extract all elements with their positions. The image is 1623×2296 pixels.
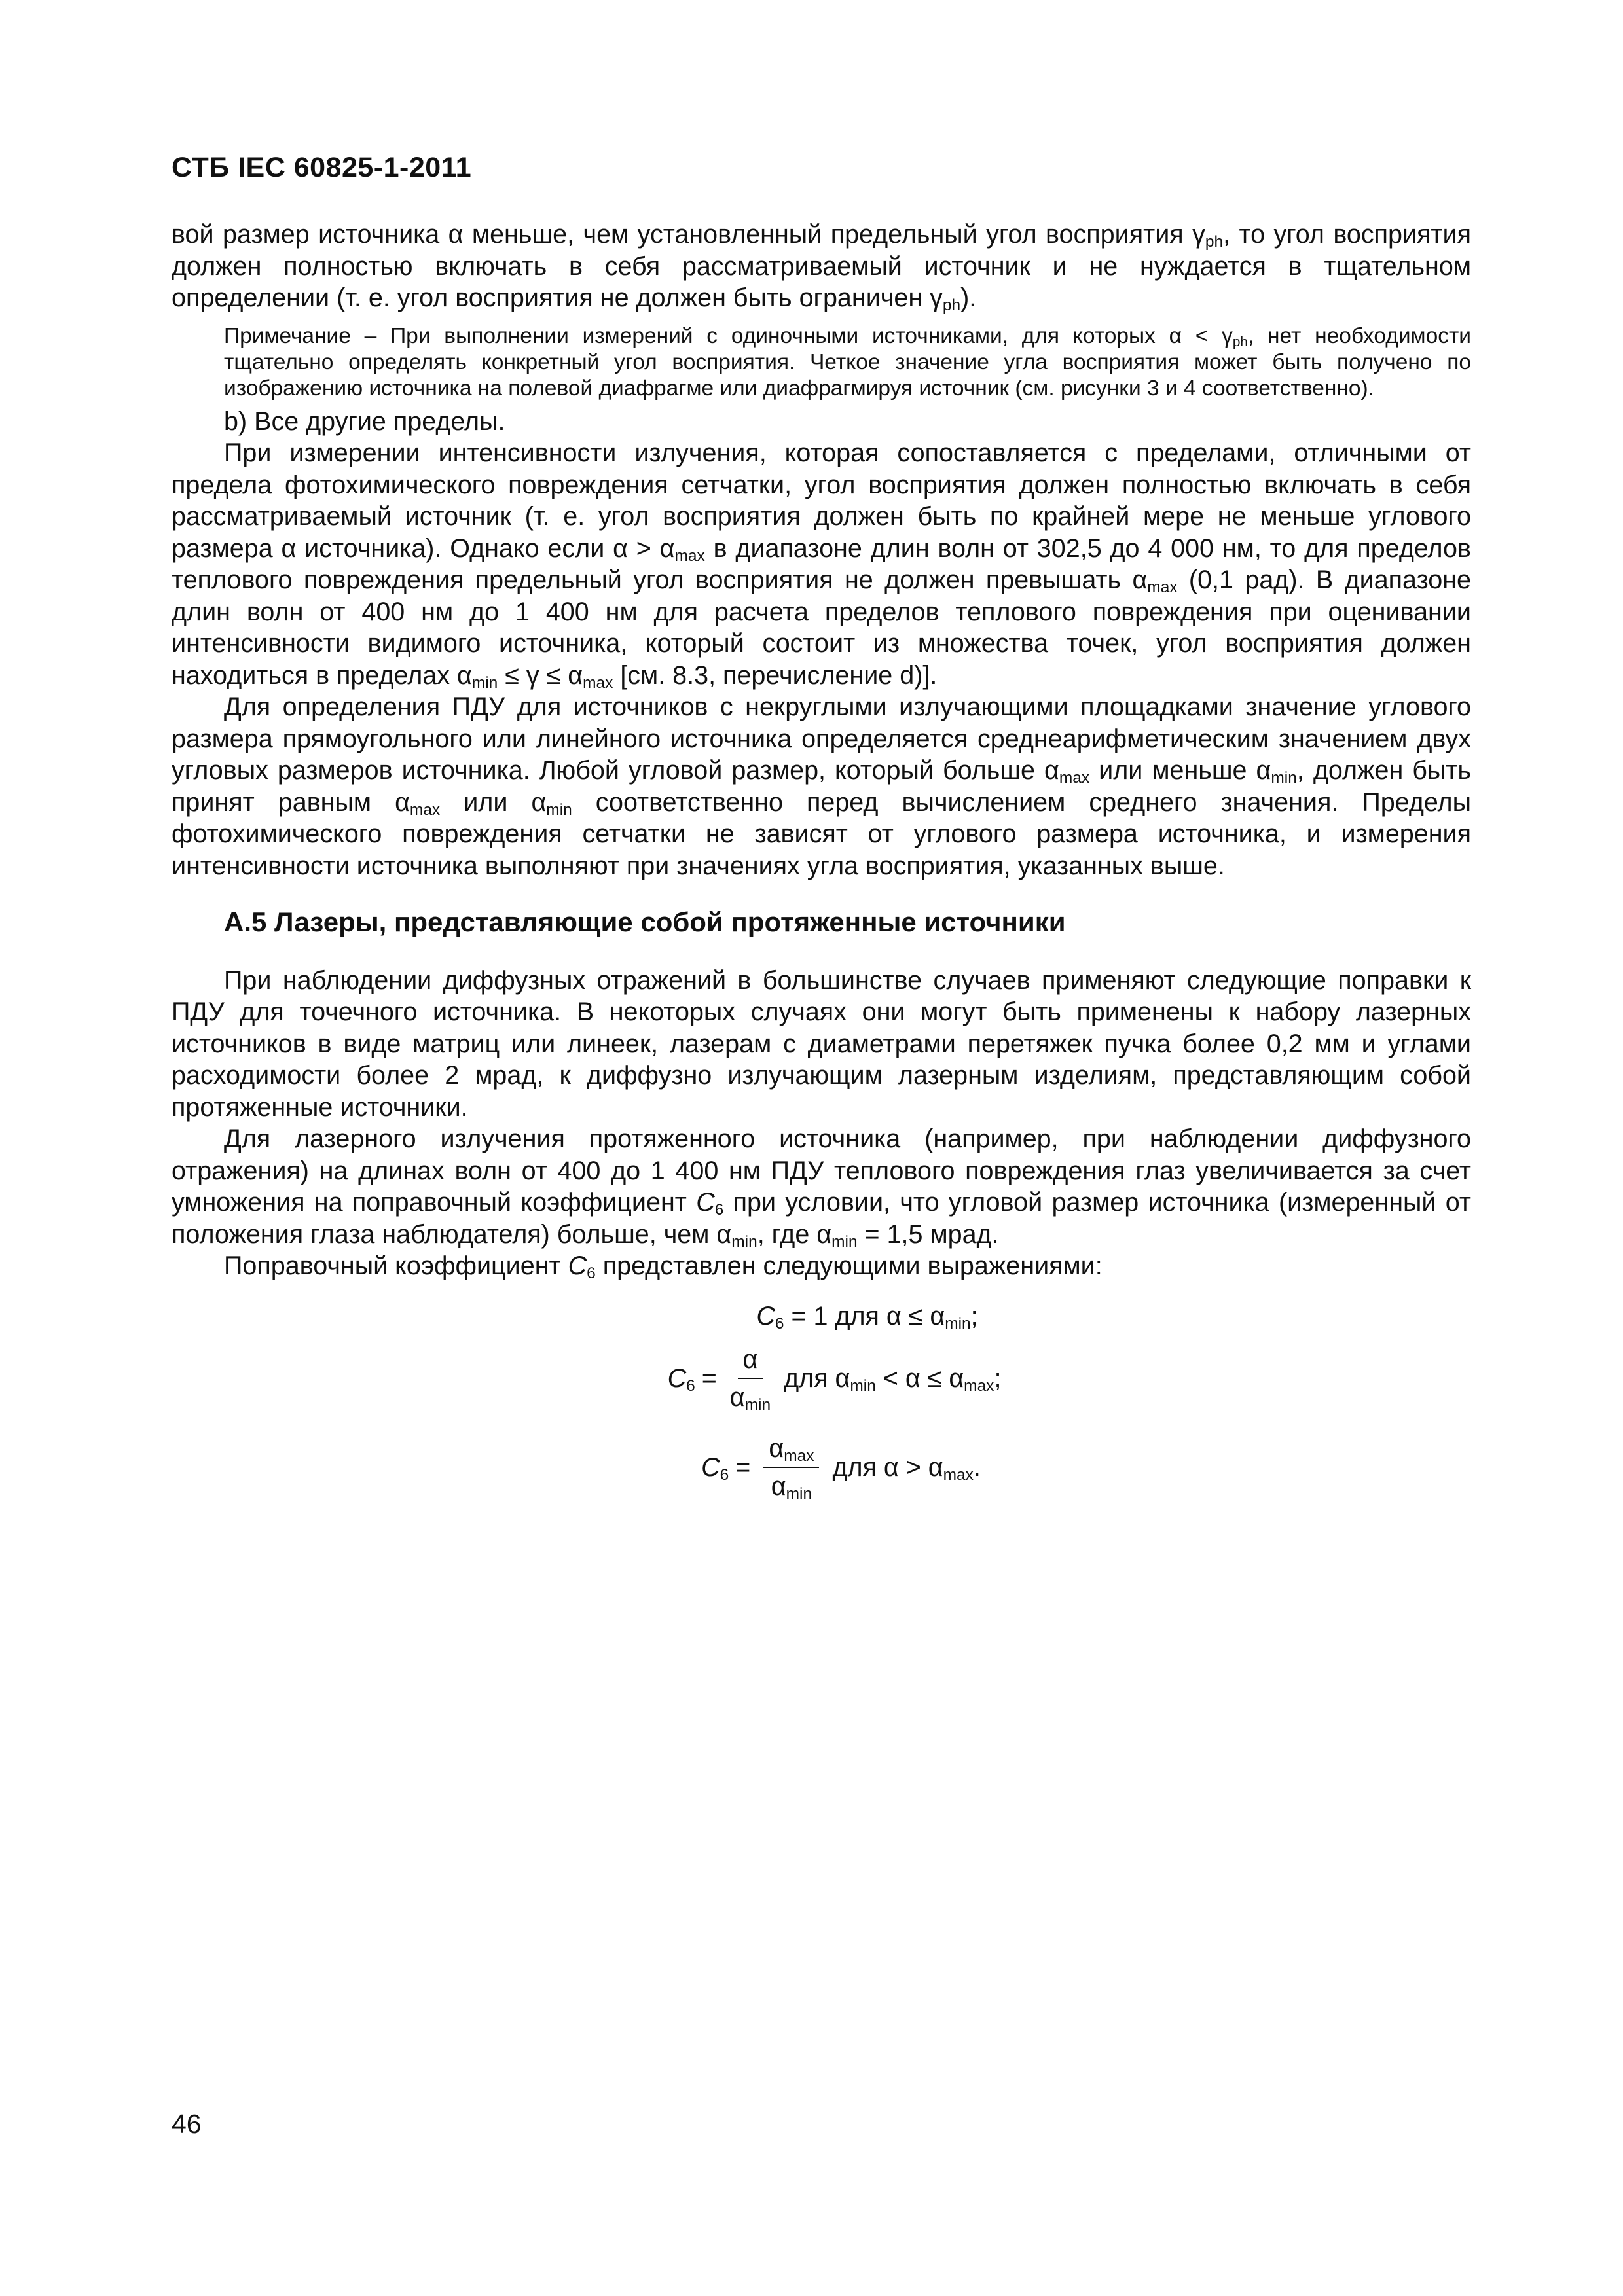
paragraph-diffuse-reflections: При наблюдении диффузных отражений в большинстве случаев применяют следующие поправки к ПДУ для точечного источника. В некоторых случаях они могут быть применены к набору лазерных источников в виде матриц или линеек, лазерам с диаметрами перетяжек пучка более 0,2 мм и углами расходимости более 2 мрад, к диффузно излучающим лазерным изделиям, представляющим собой протяженные источники. (172, 965, 1471, 1122)
section-heading-a5: А.5 Лазеры, представляющие собой протяженные источники (224, 906, 1066, 937)
formula-equals: = (735, 1452, 751, 1482)
formula-c6-case-2 (172, 1345, 1471, 1412)
formula-equals: = (701, 1363, 717, 1393)
formula-condition: для $\alpha_{min} < \alpha \le \alpha_{max}$; (784, 1363, 1002, 1395)
fraction-denominator: $\alpha_{min}$ (771, 1472, 812, 1503)
note: Примечание – При выполнении измерений с одиночными источниками, для которых $\alpha < \gamma_{ph}$, нет необходимости тщательно определять конкретный угол восприятия. Четкое значение угла восприятия может быть получено по изображению источника на полевой диафрагме или диафрагмируя источник (см. рисунки 3 и 4 соответственно). (224, 323, 1472, 401)
formula-c6-case-1-text: $C_6 = 1$ для $\alpha \le \alpha_{min}$; (756, 1301, 978, 1333)
paragraph-noncircular-sources: Для определения ПДУ для источников с некруглыми излучающими площадками значение углового размера прямоугольного или линейного источника определяется среднеарифметическим значением двух угловых размеров источника. Любой угловой размер, который больше $\alpha_{max}$ или меньше $\alpha_{min}$, должен быть принят равным $\alpha_{max}$ или $\alpha_{min}$ соответственно перед вычислением среднего значения. Пределы фотохимического повреждения сетчатки не зависят от углового размера источника, и измерения интенсивности источника выполняют при значениях угла восприятия, указанных выше. (172, 692, 1471, 880)
formula-c6-case-3 (172, 1434, 1471, 1501)
formula-c6-case-1 (172, 1300, 1471, 1333)
paragraph-measurement: При измерении интенсивности излучения, которая сопоставляется с пределами, отличными от предела фотохимического повреждения сетчатки, угол восприятия должен полностью включать в себя рассматриваемый источник (т. е. угол восприятия должен быть по крайней мере не меньше углового размера α источника). Однако если $\alpha > \alpha_{max}$ в диапазоне длин волн от 302,5 до 4 000 нм, то для пределов теплового повреждения предельный угол восприятия не должен превышать $\alpha_{max}$ (0,1 рад). В диапазоне длин волн от 400 нм до 1 400 нм для расчета пределов теплового повреждения при оценивании интенсивности видимого источника, который состоит из множества точек, угол восприятия должен находиться в пределах $\alpha_{min} \le \gamma \le \alpha_{max}$ [см. 8.3, перечисление d)]. (172, 439, 1471, 692)
formula-lhs: $C_6$ (701, 1452, 729, 1484)
formula-fraction (730, 1345, 771, 1412)
list-item-b: b) Все другие пределы. (224, 406, 505, 436)
page-number: 46 (172, 2109, 202, 2139)
paragraph-correction-factor: Поправочный коэффициент $C_6$ представлен следующими выражениями: (224, 1251, 1103, 1283)
formula-lhs: $C_6$ (667, 1363, 695, 1395)
formula-condition: для $\alpha > \alpha_{max}$. (832, 1452, 981, 1484)
formula-fraction (763, 1434, 819, 1501)
body-text (172, 219, 1471, 1501)
fraction-denominator: $\alpha_{min}$ (729, 1383, 771, 1414)
paragraph-extended-source: Для лазерного излучения протяженного источника (например, при наблюдении диффузного отражения) на длинах волн от 400 до 1 400 нм ПДУ теплового повреждения глаз увеличивается за счет умножения на поправочный коэффициент $C_6$ при условии, что угловой размер источника (измеренный от положения глаза наблюдателя) больше, чем $\alpha_{min}$, где $\alpha_{min} = 1,5$ мрад. (172, 1124, 1471, 1251)
fraction-numerator: $\alpha_{max}$ (763, 1434, 819, 1468)
document-code-header: СТБ IEC 60825-1-2011 (172, 152, 472, 183)
fraction-numerator: α (738, 1345, 763, 1379)
paragraph-continuation: вой размер источника α меньше, чем установленный предельный угол восприятия $\gamma_{ph}$, то угол восприятия должен полностью включать в себя рассматриваемый источник и не нуждается в тщательном определении (т. е. угол восприятия не должен быть ограничен $\gamma_{ph}$). (172, 220, 1471, 315)
